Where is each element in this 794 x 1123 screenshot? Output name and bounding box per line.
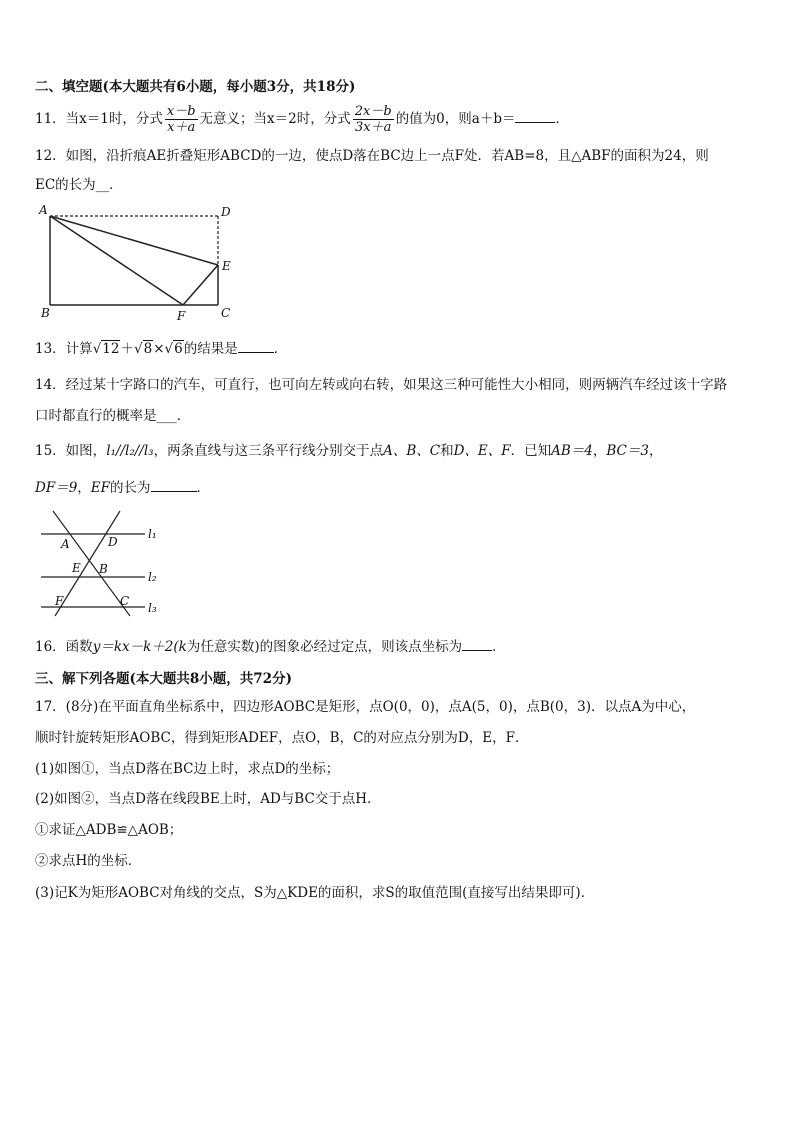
q13-radicand-12: 12 xyxy=(102,341,120,357)
q16-part1: 16．函数 xyxy=(35,639,93,655)
q13-part2: 的结果是 xyxy=(183,341,238,357)
q15-part5: ， xyxy=(592,443,607,459)
q13-sqrt-12: √12 xyxy=(92,341,120,357)
q15-parallel-lines-figure xyxy=(35,506,170,618)
question-16 xyxy=(35,637,506,657)
q13-sqrt-8: √8 xyxy=(133,341,153,357)
q13-times: × xyxy=(153,341,165,357)
q15-part4: ．已知 xyxy=(510,443,552,459)
fig15-label-l3: l₃ xyxy=(148,601,157,615)
q16-answer-blank[interactable] xyxy=(462,638,492,651)
question-12-line-2: EC的长为__． xyxy=(35,177,123,193)
section-2-heading: 二、填空题(本大题共有6小题，每小题3分，共18分) xyxy=(35,79,356,95)
question-12-line-1: 12．如图，沿折痕AE折叠矩形ABCD的一边，使点D落在BC边上一点F处．若AB=8，且△ABF的面积为24，则 xyxy=(35,148,709,164)
fig15-label-l2: l₂ xyxy=(148,570,157,584)
q15-part2: ，两条直线与这三条平行线分别交于点 xyxy=(153,443,384,459)
q11-part3: 的值为0，则a＋b＝ xyxy=(395,111,516,127)
q15-points-def: D、E、F xyxy=(453,443,511,459)
question-13 xyxy=(35,339,287,359)
fig15-label-C: C xyxy=(120,594,130,608)
q11-part2: 无意义；当x＝2时，分式 xyxy=(199,111,351,127)
fig12-label-E: E xyxy=(222,259,231,273)
q11-f1-numerator: x－b xyxy=(166,104,196,119)
q13-end: ． xyxy=(273,341,288,357)
question-17-subpart-3: (3)记K为矩形AOBC对角线的交点，S为△KDE的面积，求S的取值范围(直接写出结果即可)． xyxy=(35,885,595,901)
question-17-subpart-2a: ①求证△ADB≌△AOB； xyxy=(35,822,183,838)
q12-rectangle-figure xyxy=(35,200,245,325)
fig12-label-D: D xyxy=(221,205,231,219)
q11-answer-blank[interactable] xyxy=(515,110,555,123)
q11-f2-numerator: 2x－b xyxy=(354,104,392,119)
q13-radicand-8: 8 xyxy=(143,341,153,357)
question-11 xyxy=(35,104,569,135)
fig12-segment-FE xyxy=(183,265,218,305)
q15-part3: 和 xyxy=(440,443,454,459)
q15-part8: 的长为 xyxy=(110,480,151,496)
q16-part2: 为任意实数)的图象必经过定点，则该点坐标为 xyxy=(186,639,463,655)
q15-points-abc: A、B、C xyxy=(383,443,441,459)
fig15-label-A: A xyxy=(61,537,70,551)
fig12-label-B: B xyxy=(41,306,50,320)
question-17-subpart-1: (1)如图①，当点D落在BC边上时，求点D的坐标； xyxy=(35,761,340,777)
question-14-line-1: 14．经过某十字路口的汽车，可直行，也可向左转或向右转，如果这三种可能性大小相同，则两辆汽车经过该十字路 xyxy=(35,377,728,393)
fig12-label-F: F xyxy=(177,309,186,323)
fig15-label-B: B xyxy=(99,562,108,576)
q15-part1: 15．如图， xyxy=(35,443,107,459)
fig15-label-F: F xyxy=(55,594,64,608)
q13-part1: 13．计算 xyxy=(35,341,93,357)
q15-part6: ， xyxy=(648,443,663,459)
question-14-line-2: 口时都直行的概率是___． xyxy=(35,408,191,424)
q11-fraction-1 xyxy=(165,104,198,135)
q11-end: ． xyxy=(555,111,569,127)
fig12-label-A: A xyxy=(39,203,48,217)
q11-f2-denominator: 3x＋a xyxy=(355,120,392,135)
q13-radicand-6: 6 xyxy=(174,341,183,357)
q15-ef: EF xyxy=(90,480,111,496)
fig12-segment-AF xyxy=(50,216,183,305)
q15-df: DF＝9 xyxy=(35,480,78,496)
section-3-heading: 三、解下列各题(本大题共8小题，共72分) xyxy=(35,671,292,687)
fig15-label-E: E xyxy=(72,561,81,575)
question-17-subpart-2: (2)如图②，当点D落在线段BE上时，AD与BC交于点H． xyxy=(35,791,381,807)
q16-end: ． xyxy=(492,639,506,655)
fig15-label-l1: l₁ xyxy=(148,527,157,541)
q15-parallel: l₁//l₂//l₃ xyxy=(106,443,154,459)
q13-plus: ＋ xyxy=(120,341,134,357)
question-15-line-1 xyxy=(35,441,662,461)
question-17-line-1: 17．(8分)在平面直角坐标系中，四边形AOBC是矩形，点O(0，0)，点A(5，0)，点B(0，3)．以点A为中心， xyxy=(35,699,696,715)
fig15-label-D: D xyxy=(108,535,118,549)
question-17-line-2: 顺时针旋转矩形AOBC，得到矩形ADEF，点O，B，C的对应点分别为D，E，F． xyxy=(35,730,529,746)
q13-answer-blank[interactable] xyxy=(238,340,274,353)
fig12-fold-AE xyxy=(50,216,218,265)
q15-end: ． xyxy=(196,480,211,496)
q13-sqrt-6: √6 xyxy=(164,341,183,357)
q15-ab: AB＝4 xyxy=(551,443,593,459)
question-15-line-2 xyxy=(35,478,210,498)
q15-bc: BC＝3 xyxy=(606,443,649,459)
q15-part7: ， xyxy=(77,480,91,496)
fig12-label-C: C xyxy=(221,306,231,320)
q11-part1: 11．当x＝1时，分式 xyxy=(35,111,163,127)
q16-function: y＝kx－k＋2(k xyxy=(92,639,187,655)
q11-f1-denominator: x＋a xyxy=(167,120,196,135)
question-17-subpart-2b: ②求点H的坐标． xyxy=(35,853,142,869)
q15-answer-blank[interactable] xyxy=(151,479,197,492)
q11-fraction-2 xyxy=(353,104,394,135)
